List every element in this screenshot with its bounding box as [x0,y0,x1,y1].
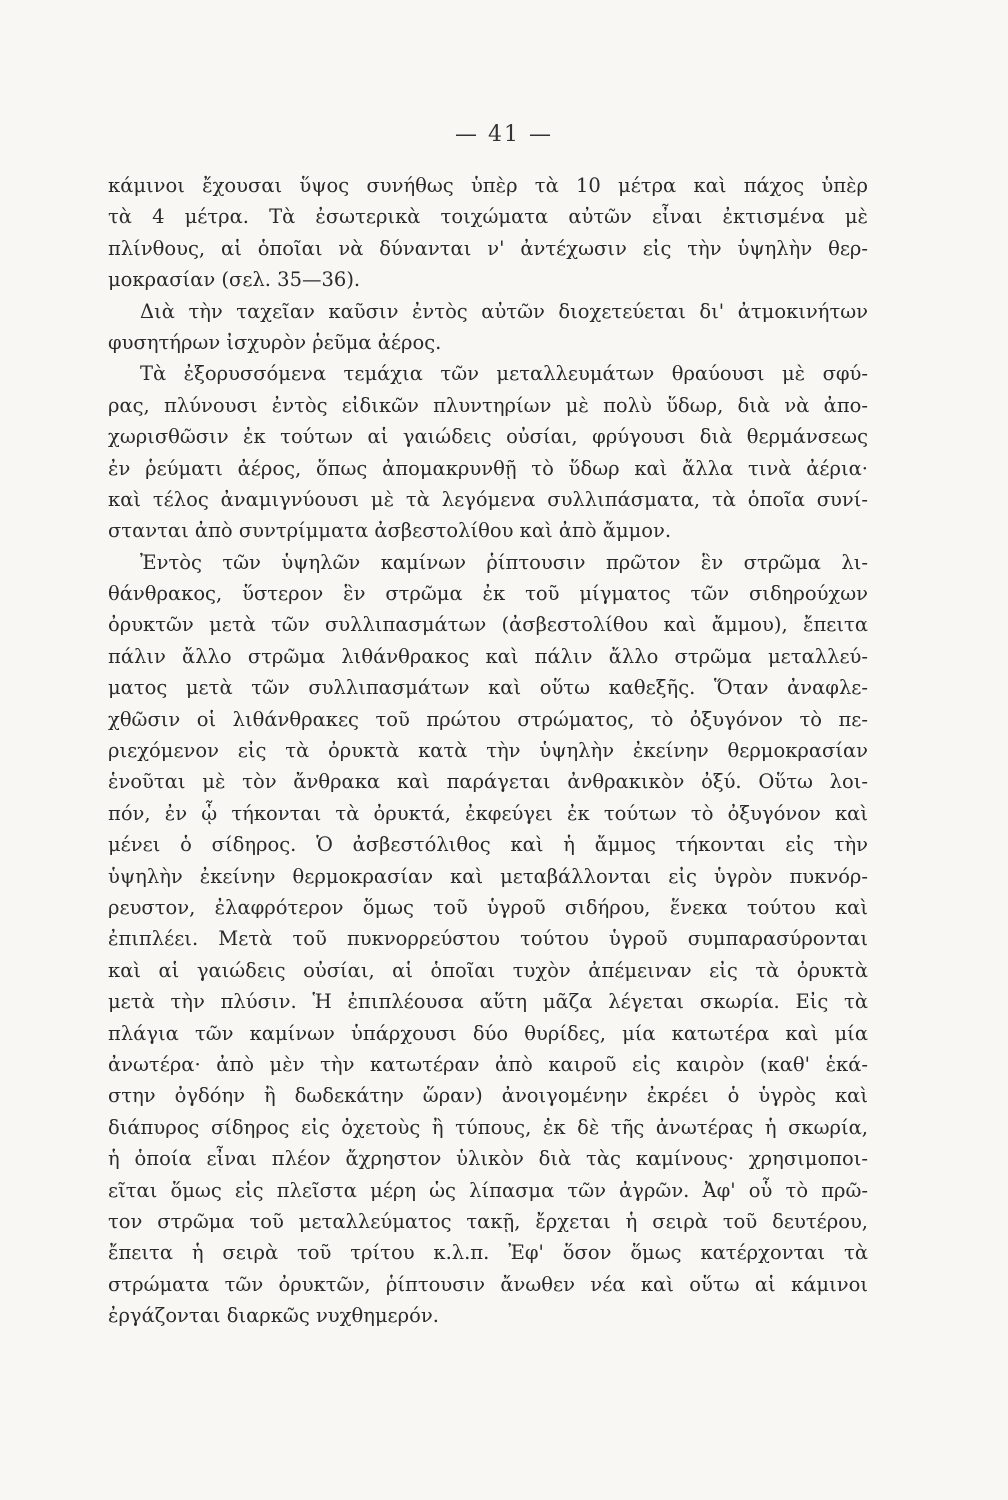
text-line: κάμινοι ἔχουσαι ὕψος συνήθως ὑπὲρ τὰ 10 μέτρα καὶ πάχος ὑπὲρ [108,174,868,197]
text-line: ἑνοῦται μὲ τὸν ἄνθρακα καὶ παράγεται ἀνθρακικὸν ὀξύ. Οὕτω λοι- [108,770,868,794]
text-line: ἐν ῥεύματι ἀέρος, ὅπως ἀπομακρυνθῇ τὸ ὕδωρ καὶ ἄλλα τινὰ ἀέρια· [108,456,868,480]
text-line: ἔπειτα ἡ σειρὰ τοῦ τρίτου κ.λ.π. Ἐφ' ὅσον ὅμως κατέρχονται τὰ [108,1241,868,1265]
text-line: εῖται ὅμως εἰς πλεῖστα μέρη ὡς λίπασμα τῶν ἀγρῶν. Ἀφ' οὗ τὸ πρῶ- [108,1178,868,1202]
text-line: φυσητήρων ἰσχυρὸν ῥεῦμα ἀέρος. [108,330,442,354]
text-line: ριεχόμενον εἰς τὰ ὀρυκτὰ κατὰ τὴν ὑψηλὴν ἐκείνην θερμοκρασίαν [108,739,868,763]
text-line: μετὰ τὴν πλύσιν. Ἡ ἐπιπλέουσα αὕτη μᾶζα λέγεται σκωρία. Εἰς τὰ [108,990,868,1014]
text-line: ὑψηλὴν ἐκείνην θερμοκρασίαν καὶ μεταβάλλονται εἰς ὑγρὸν πυκνόρ- [108,864,868,888]
page-number: — 41 — [455,122,553,147]
text-line: πλίνθους, αἱ ὁποῖαι νὰ δύνανται ν' ἀντέχωσιν εἰς τὴν ὑψηλὴν θερ- [108,236,868,260]
text-line: τον στρῶμα τοῦ μεταλλεύματος τακῇ, ἔρχεται ἡ σειρὰ τοῦ δευτέρου, [108,1209,868,1233]
text-line: στην ὀγδόην ἢ δωδεκάτην ὥραν) ἀνοιγομένην ἐκρέει ὁ ὑγρὸς καὶ [108,1084,868,1108]
text-line: στρώματα τῶν ὀρυκτῶν, ῥίπτουσιν ἄνωθεν νέα καὶ οὕτω αἱ κάμινοι [108,1272,868,1296]
body-text [108,170,868,1331]
text-line: ματος μετὰ τῶν συλλιπασμάτων καὶ οὕτω καθεξῆς. Ὅταν ἀναφλε- [108,676,868,700]
text-line: χθῶσιν οἱ λιθάνθρακες τοῦ πρώτου στρώματος, τὸ ὀξυγόνον τὸ πε- [108,707,868,731]
text-line: μένει ὁ σίδηρος. Ὁ ἀσβεστόλιθος καὶ ἡ ἄμμος τήκονται εἰς τὴν [108,833,868,857]
text-line: καὶ αἱ γαιώδεις οὐσίαι, αἱ ὁποῖαι τυχὸν ἀπέμειναν εἰς τὰ ὀρυκτὰ [108,958,868,982]
text-line: τὰ 4 μέτρα. Τὰ ἐσωτερικὰ τοιχώματα αὐτῶν εἶναι ἐκτισμένα μὲ [108,205,868,229]
text-line: πόν, ἐν ᾧ τήκονται τὰ ὀρυκτά, ἐκφεύγει ἐκ τούτων τὸ ὀξυγόνον καὶ [108,801,868,825]
text-line: στανται ἀπὸ συντρίμματα ἀσβεστολίθου καὶ ἀπὸ ἄμμον. [108,519,672,543]
text-line: ρας, πλύνουσι ἐντὸς εἰδικῶν πλυντηρίων μὲ πολὺ ὕδωρ, διὰ νὰ ἀπο- [108,393,868,417]
text-line: χωρισθῶσιν ἐκ τούτων αἱ γαιώδεις οὐσίαι, φρύγουσι διὰ θερμάνσεως [108,425,868,449]
text-line: καὶ τέλος ἀναμιγνύουσι μὲ τὰ λεγόμενα συλλιπάσματα, τὰ ὁποῖα συνί- [108,487,868,511]
text-line: Διὰ τὴν ταχεῖαν καῦσιν ἐντὸς αὐτῶν διοχετεύεται δι' ἀτμοκινήτων [140,299,868,323]
text-line: ὀρυκτῶν μετὰ τῶν συλλιπασμάτων (ἀσβεστολίθου καὶ ἄμμου), ἔπειτα [108,613,868,637]
text-line: θάνθρακος, ὕστερον ἓν στρῶμα ἐκ τοῦ μίγματος τῶν σιδηρούχων [108,582,868,606]
text-line: ἀνωτέρα· ἀπὸ μὲν τὴν κατωτέραν ἀπὸ καιροῦ εἰς καιρὸν (καθ' ἑκά- [108,1052,868,1076]
text-line: Τὰ ἐξορυσσόμενα τεμάχια τῶν μεταλλευμάτων θραύουσι μὲ σφύ- [140,362,868,386]
text-line: μοκρασίαν (σελ. 35—36). [108,268,361,292]
text-line: ἐπιπλέει. Μετὰ τοῦ πυκνορρεύστου τούτου ὑγροῦ συμπαρασύρονται [108,927,868,951]
text-line: ἡ ὁποία εἶναι πλέον ἄχρηστον ὑλικὸν διὰ τὰς καμίνους· χρησιμοποι- [108,1147,868,1171]
text-line: Ἐντὸς τῶν ὑψηλῶν καμίνων ῥίπτουσιν πρῶτον ἓν στρῶμα λι- [140,550,868,574]
text-line: ἐργάζονται διαρκῶς νυχθημερόν. [108,1304,439,1328]
text-line: ρευστον, ἐλαφρότερον ὅμως τοῦ ὑγροῦ σιδήρου, ἕνεκα τούτου καὶ [108,895,868,919]
text-line: διάπυρος σίδηρος εἰς ὀχετοὺς ἢ τύπους, ἐκ δὲ τῆς ἀνωτέρας ἡ σκωρία, [108,1115,868,1139]
text-line: πάλιν ἄλλο στρῶμα λιθάνθρακος καὶ πάλιν ἄλλο στρῶμα μεταλλεύ- [108,644,868,668]
text-line: πλάγια τῶν καμίνων ὑπάρχουσι δύο θυρίδες, μία κατωτέρα καὶ μία [108,1021,868,1045]
